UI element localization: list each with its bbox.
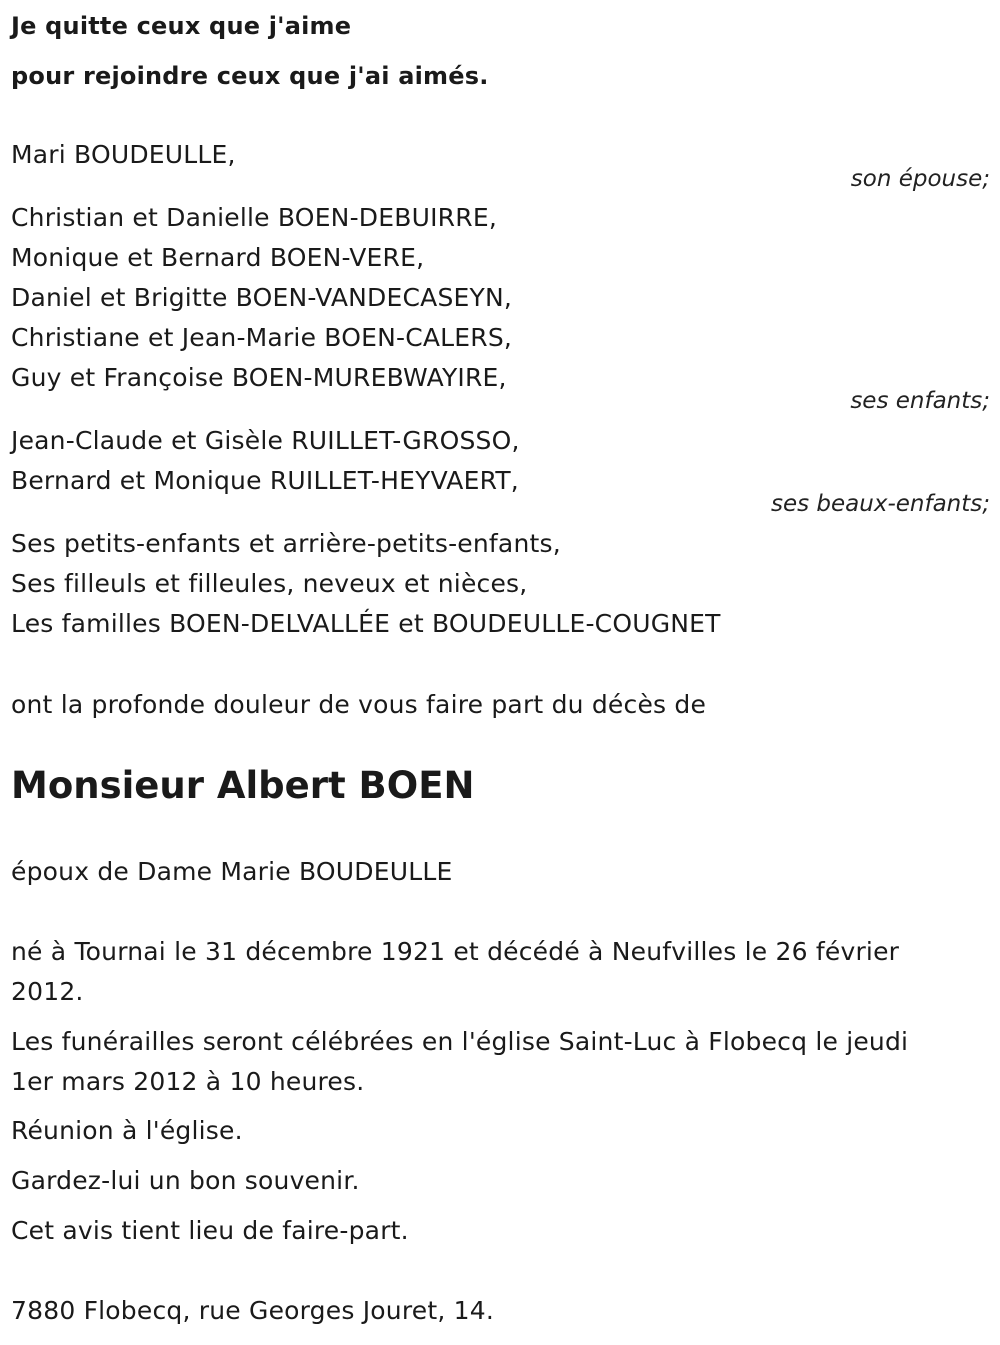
family-line-2: Ses filleuls et filleules, neveux et nièces,: [11, 569, 528, 598]
spouse-name: Mari BOUDEULLE,: [11, 140, 236, 169]
family-line-1: Ses petits-enfants et arrière-petits-enfants,: [11, 529, 561, 558]
announcement-text: ont la profonde douleur de vous faire part du décès de: [11, 690, 707, 719]
epigraph-line-2: pour rejoindre ceux que j'ai aimés.: [11, 62, 489, 90]
child-name-4: Christiane et Jean-Marie BOEN-CALERS,: [11, 323, 513, 352]
in-law-name-1: Jean-Claude et Gisèle RUILLET-GROSSO,: [11, 426, 520, 455]
funeral-line-1: Les funérailles seront célébrées en l'église Saint-Luc à Flobecq le jeudi: [11, 1027, 909, 1056]
address-text: 7880 Flobecq, rue Georges Jouret, 14.: [11, 1296, 494, 1325]
spouse-role: son épouse;: [850, 166, 990, 192]
children-role: ses enfants;: [850, 388, 990, 414]
deceased-name: Monsieur Albert BOEN: [11, 764, 475, 807]
remembrance-text: Gardez-lui un bon souvenir.: [11, 1166, 360, 1195]
child-name-5: Guy et Françoise BOEN-MUREBWAYIRE,: [11, 363, 507, 392]
in-law-name-2: Bernard et Monique RUILLET-HEYVAERT,: [11, 466, 519, 495]
child-name-3: Daniel et Brigitte BOEN-VANDECASEYN,: [11, 283, 513, 312]
family-line-3: Les familles BOEN-DELVALLÉE et BOUDEULLE-COUGNET: [11, 609, 721, 638]
birth-death-line-1: né à Tournai le 31 décembre 1921 et décédé à Neufvilles le 26 février: [11, 937, 900, 966]
meeting-text: Réunion à l'église.: [11, 1116, 243, 1145]
epigraph-line-1: Je quitte ceux que j'aime: [11, 12, 352, 40]
funeral-line-2: 1er mars 2012 à 10 heures.: [11, 1067, 365, 1096]
child-name-1: Christian et Danielle BOEN-DEBUIRRE,: [11, 203, 497, 232]
spouse-of-text: époux de Dame Marie BOUDEULLE: [11, 857, 453, 886]
birth-death-line-2: 2012.: [11, 977, 84, 1006]
notice-text: Cet avis tient lieu de faire-part.: [11, 1216, 409, 1245]
child-name-2: Monique et Bernard BOEN-VERE,: [11, 243, 425, 272]
in-laws-role: ses beaux-enfants;: [770, 491, 990, 517]
